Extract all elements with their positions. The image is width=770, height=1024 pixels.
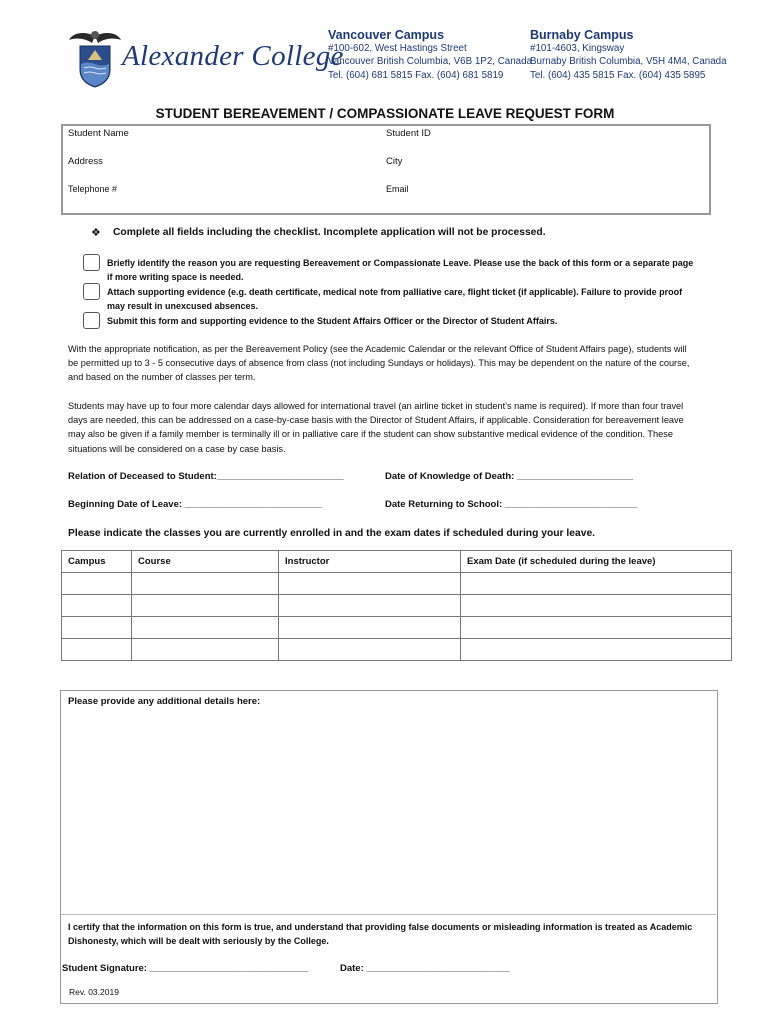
table-row [62,639,732,661]
vancouver-address-line2: Vancouver British Columbia, V6B 1P2, Canada [328,56,533,68]
notice-text: Complete all fields including the checklist. Incomplete application will not be processed. [113,227,546,238]
table-header-row [62,551,732,573]
return-date-field[interactable]: Date Returning to School: _________________________ [385,499,637,510]
checklist-item-1: Briefly identify the reason you are requesting Bereavement or Compassionate Leave. Please use the back of this form or a separate page if more writing space is needed. [107,258,694,282]
table-header-instructor: Instructor [279,551,461,573]
table-cell[interactable] [62,573,132,595]
table-cell[interactable] [62,639,132,661]
table-cell[interactable] [461,639,732,661]
vancouver-campus-title: Vancouver Campus [328,28,445,42]
vancouver-address-line1: #100-602, West Hastings Street [328,43,467,54]
form-title: STUDENT BEREAVEMENT / COMPASSIONATE LEAVE REQUEST FORM [155,106,615,121]
table-cell[interactable] [132,573,279,595]
checklist-checkbox-2[interactable] [83,283,100,300]
burnaby-phone: Tel. (604) 435 5815 Fax. (604) 435 5895 [530,69,706,81]
knowledge-date-field[interactable]: Date of Knowledge of Death: ______________________ [385,471,634,482]
table-cell[interactable] [279,573,461,595]
relation-field[interactable]: Relation of Deceased to Student:________________________ [68,471,344,482]
revision-label: Rev. 03.2019 [69,987,119,997]
table-cell[interactable] [461,595,732,617]
checklist-item-2: Attach supporting evidence (e.g. death certificate, medical note from palliative care, flight ticket (if applicable). Failure to provide proof may result in unexcused absences. [107,287,683,311]
city-field[interactable]: City [386,156,403,167]
table-cell[interactable] [279,639,461,661]
additional-details-box[interactable] [60,690,718,1004]
policy-paragraph-1: With the appropriate notification, as per the Bereavement Policy (see the Academic Calendar or the relevant Office of Student Affairs page), students will be permitted up to 3 - 5 consecutive days of absence from class (not including Sundays or holidays). This may be dependent on the nature of the course, and based on the number of classes per term. [68,344,690,383]
table-row [62,595,732,617]
student-signature-field[interactable]: Student Signature: ______________________________ [62,963,309,974]
vancouver-campus-block [328,28,532,82]
address-field[interactable]: Address [68,156,103,167]
student-name-field[interactable]: Student Name [68,128,129,139]
student-id-field[interactable]: Student ID [386,128,431,139]
burnaby-campus-block [530,28,727,82]
checklist-item-3: Submit this form and supporting evidence to the Student Affairs Officer or the Director of Student Affairs. [107,316,558,326]
vancouver-phone: Tel. (604) 681 5815 Fax. (604) 681 5819 [328,69,504,81]
checklist-checkbox-1[interactable] [83,254,100,271]
table-cell[interactable] [62,595,132,617]
burnaby-campus-title: Burnaby Campus [530,28,634,42]
table-cell[interactable] [279,617,461,639]
college-logo [68,26,122,88]
table-row [62,617,732,639]
table-header-campus: Campus [62,551,132,573]
burnaby-address-line1: #101-4603, Kingsway [530,43,625,54]
table-cell[interactable] [279,595,461,617]
table-header-course: Course [132,551,279,573]
college-name: Alexander College [122,40,344,72]
table-cell[interactable] [132,639,279,661]
notice-bullet-icon: ❖ [91,227,101,239]
policy-paragraph-2: Students may have up to four more calendar days allowed for international travel (an airline ticket in student’s name is required). If more than four travel days are needed, this can be addressed on a case-by-case basis with the Director of Student Affairs, if applicable. Consideration for bereavement leave may also be given if a family member is terminally ill or in palliative care if the student can show substantive medical evidence of the condition. These situations will be considered on a case by case basis. [68,401,684,454]
table-cell[interactable] [461,573,732,595]
table-cell[interactable] [132,617,279,639]
certify-statement: I certify that the information on this form is true, and understand that providing false documents or misleading information is treated as Academic Dishonesty, which will be dealt with seriously by the College. [68,922,693,946]
table-header-exam-date: Exam Date (if scheduled during the leave) [461,551,732,573]
table-cell[interactable] [132,595,279,617]
certify-divider [61,914,716,915]
classes-heading: Please indicate the classes you are currently enrolled in and the exam dates if scheduled during your leave. [68,528,596,539]
classes-table [61,550,732,661]
additional-details-label: Please provide any additional details here: [68,696,261,707]
begin-date-field[interactable]: Beginning Date of Leave: __________________________ [68,499,323,510]
telephone-field[interactable]: Telephone # [68,184,118,194]
checklist-checkbox-3[interactable] [83,312,100,329]
table-cell[interactable] [461,617,732,639]
table-row [62,573,732,595]
signature-date-field[interactable]: Date: ___________________________ [340,963,510,974]
burnaby-address-line2: Burnaby British Columbia, V5H 4M4, Canada [530,56,727,68]
table-cell[interactable] [62,617,132,639]
email-field[interactable]: Email [386,184,409,194]
